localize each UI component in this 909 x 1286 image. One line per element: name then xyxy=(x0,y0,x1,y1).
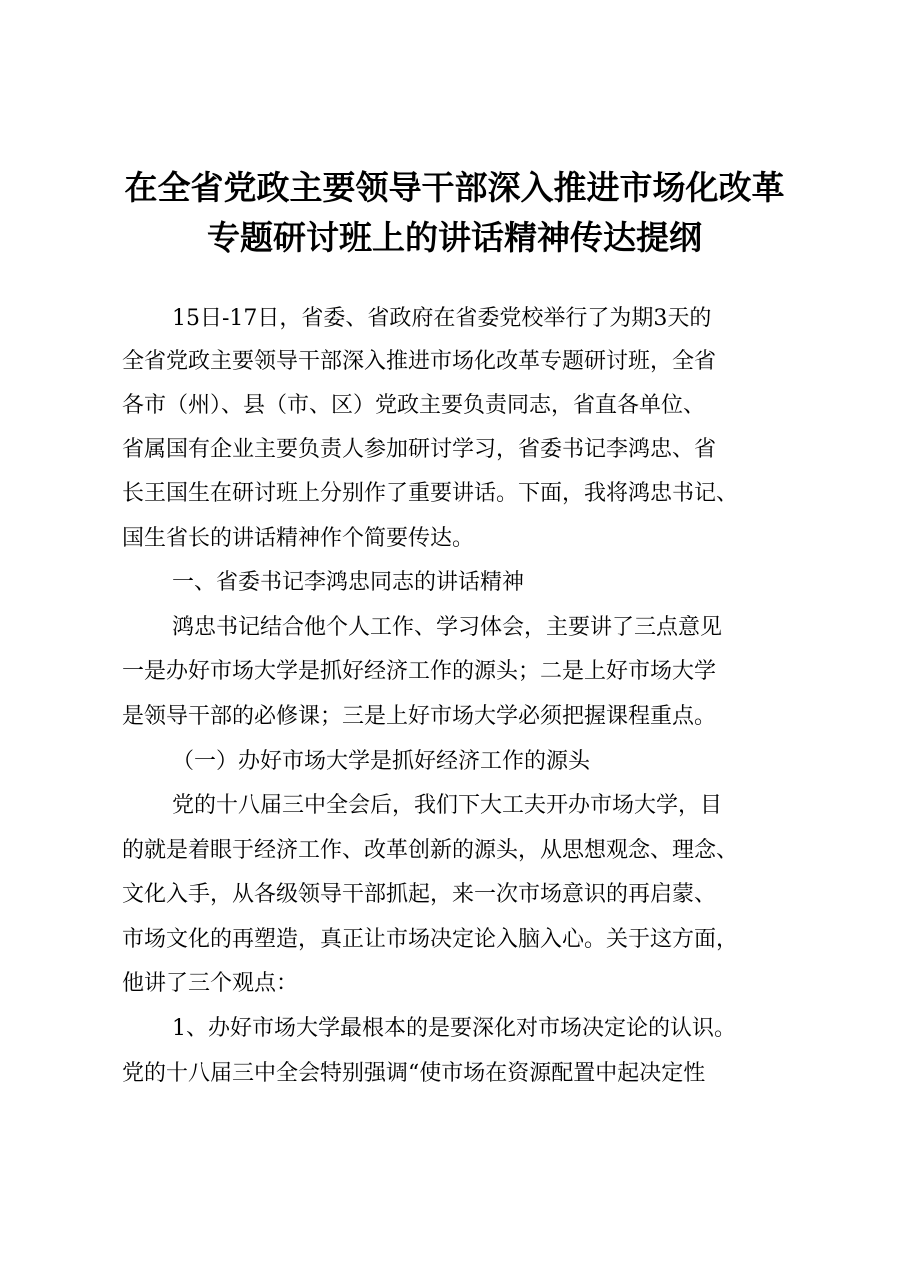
body-line: 鸿忠书记结合他个人工作、学习体会，主要讲了三点意见 xyxy=(172,615,723,640)
body-line: 全省党政主要领导干部深入推进市场化改革专题研讨班，全省 xyxy=(122,349,717,374)
document-title-line-2: 专题研讨班上的讲话精神传达提纲 xyxy=(207,218,702,257)
body-line: 他讲了三个观点： xyxy=(122,971,299,996)
body-line: 是领导干部的必修课；三是上好市场大学必须把握课程重点。 xyxy=(122,704,717,729)
body-line: 文化入手，从各级领导干部抓起，来一次市场意识的再启蒙、 xyxy=(122,882,717,907)
body-line: 省属国有企业主要负责人参加研讨学习，省委书记李鸿忠、省 xyxy=(122,437,717,462)
body-line: 一是办好市场大学是抓好经济工作的源头；二是上好市场大学 xyxy=(122,659,717,684)
body-line: 的就是着眼于经济工作、改革创新的源头，从思想观念、理念、 xyxy=(122,838,739,863)
body-line: 15日-17日，省委、省政府在省委党校举行了为期3天的 xyxy=(172,306,712,331)
body-line: 国生省长的讲话精神作个简要传达。 xyxy=(122,526,475,551)
body-line: 党的十八届三中全会特别强调“使市场在资源配置中起决定性 xyxy=(122,1061,706,1086)
subsection-heading: （一）办好市场大学是抓好经济工作的源头 xyxy=(172,749,591,774)
body-line: 长王国生在研讨班上分别作了重要讲话。下面，我将鸿忠书记、 xyxy=(122,481,739,506)
body-line: 各市（州）、县（市、区）党政主要负责同志，省直各单位、 xyxy=(122,393,706,418)
body-line: 党的十八届三中全会后，我们下大工夫开办市场大学，目 xyxy=(172,793,723,818)
body-line: 市场文化的再塑造，真正让市场决定论入脑入心。关于这方面， xyxy=(122,927,739,952)
body-line: 1、办好市场大学最根本的是要深化对市场决定论的认识。 xyxy=(172,1016,736,1041)
document-title-line-1: 在全省党政主要领导干部深入推进市场化改革 xyxy=(124,168,785,207)
section-heading: 一、省委书记李鸿忠同志的讲话精神 xyxy=(172,570,525,595)
